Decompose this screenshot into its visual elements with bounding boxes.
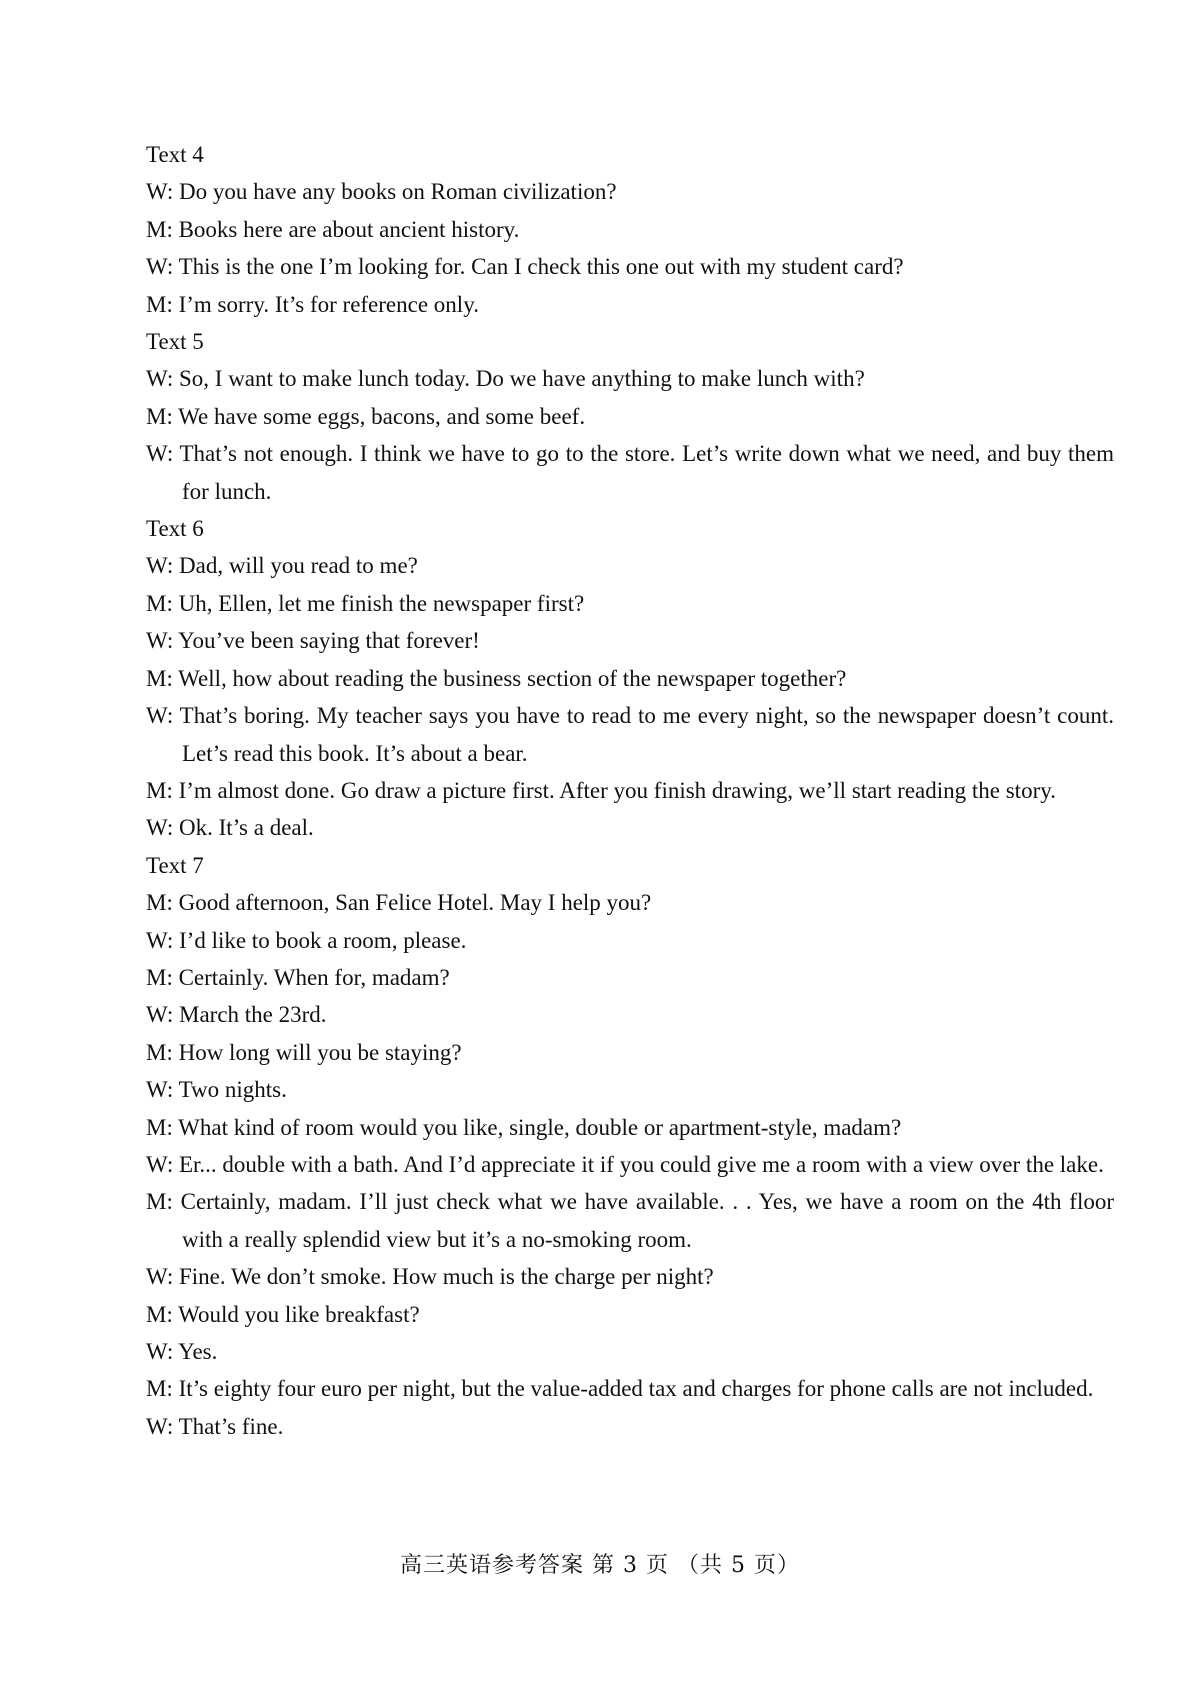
dialogue-line: W: Do you have any books on Roman civilization?: [146, 179, 617, 205]
transcript-text-7: [146, 847, 1114, 1446]
dialogue-line: W: I’d like to book a room, please.: [146, 927, 467, 953]
transcript-text-5: [146, 323, 1114, 510]
dialogue-line: M: Would you like breakfast?: [146, 1301, 420, 1327]
transcript-body: [146, 136, 1114, 1445]
dialogue-line: W: That’s boring. My teacher says you have to read to me every night, so the newspaper doesn’t count. Let’s read this book. It’s about a bear.: [146, 703, 1114, 766]
transcript-text-4: [146, 136, 1114, 323]
section-heading: Text 6: [146, 516, 204, 542]
transcript-text-6: [146, 510, 1114, 847]
section-heading: Text 5: [146, 329, 204, 355]
dialogue-line: M: Good afternoon, San Felice Hotel. May I help you?: [146, 890, 652, 916]
dialogue-line: W: That’s fine.: [146, 1413, 284, 1439]
dialogue-line: W: March the 23rd.: [146, 1002, 327, 1028]
dialogue-line: M: Certainly, madam. I’ll just check what we have available. . . Yes, we have a room on the 4th floor with a really splendid view but it’s a no-smoking room.: [146, 1189, 1114, 1252]
dialogue-line: M: Certainly. When for, madam?: [146, 964, 450, 990]
dialogue-line: W: You’ve been saying that forever!: [146, 628, 480, 654]
dialogue-line: M: Books here are about ancient history.: [146, 216, 520, 242]
dialogue-line: M: Well, how about reading the business section of the newspaper together?: [146, 665, 847, 691]
dialogue-line: W: Two nights.: [146, 1077, 287, 1103]
section-heading: Text 4: [146, 142, 204, 167]
section-heading: Text 7: [146, 852, 204, 878]
dialogue-line: M: We have some eggs, bacons, and some beef.: [146, 403, 586, 429]
dialogue-line: W: Fine. We don’t smoke. How much is the charge per night?: [146, 1264, 714, 1290]
dialogue-line: M: What kind of room would you like, single, double or apartment-style, madam?: [146, 1114, 902, 1140]
dialogue-line: W: This is the one I’m looking for. Can I check this one out with my student card?: [146, 254, 904, 280]
dialogue-line: M: Uh, Ellen, let me finish the newspaper first?: [146, 590, 585, 616]
dialogue-line: W: Dad, will you read to me?: [146, 553, 418, 579]
dialogue-line: W: Er... double with a bath. And I’d appreciate it if you could give me a room with a view over the lake.: [146, 1151, 1104, 1177]
page-footer: 高三英语参考答案 第 3 页 （共 5 页）: [400, 1553, 800, 1578]
dialogue-line: W: Ok. It’s a deal.: [146, 815, 314, 841]
dialogue-line: M: It’s eighty four euro per night, but the value-added tax and charges for phone calls are not included.: [146, 1376, 1094, 1402]
dialogue-line: M: How long will you be staying?: [146, 1039, 462, 1065]
dialogue-line: W: So, I want to make lunch today. Do we have anything to make lunch with?: [146, 366, 865, 392]
dialogue-line: W: Yes.: [146, 1339, 218, 1364]
dialogue-line: W: That’s not enough. I think we have to go to the store. Let’s write down what we need, and buy them for lunch.: [146, 441, 1114, 504]
dialogue-line: M: I’m sorry. It’s for reference only.: [146, 291, 479, 317]
dialogue-line: M: I’m almost done. Go draw a picture first. After you finish drawing, we’ll start reading the story.: [146, 777, 1056, 803]
